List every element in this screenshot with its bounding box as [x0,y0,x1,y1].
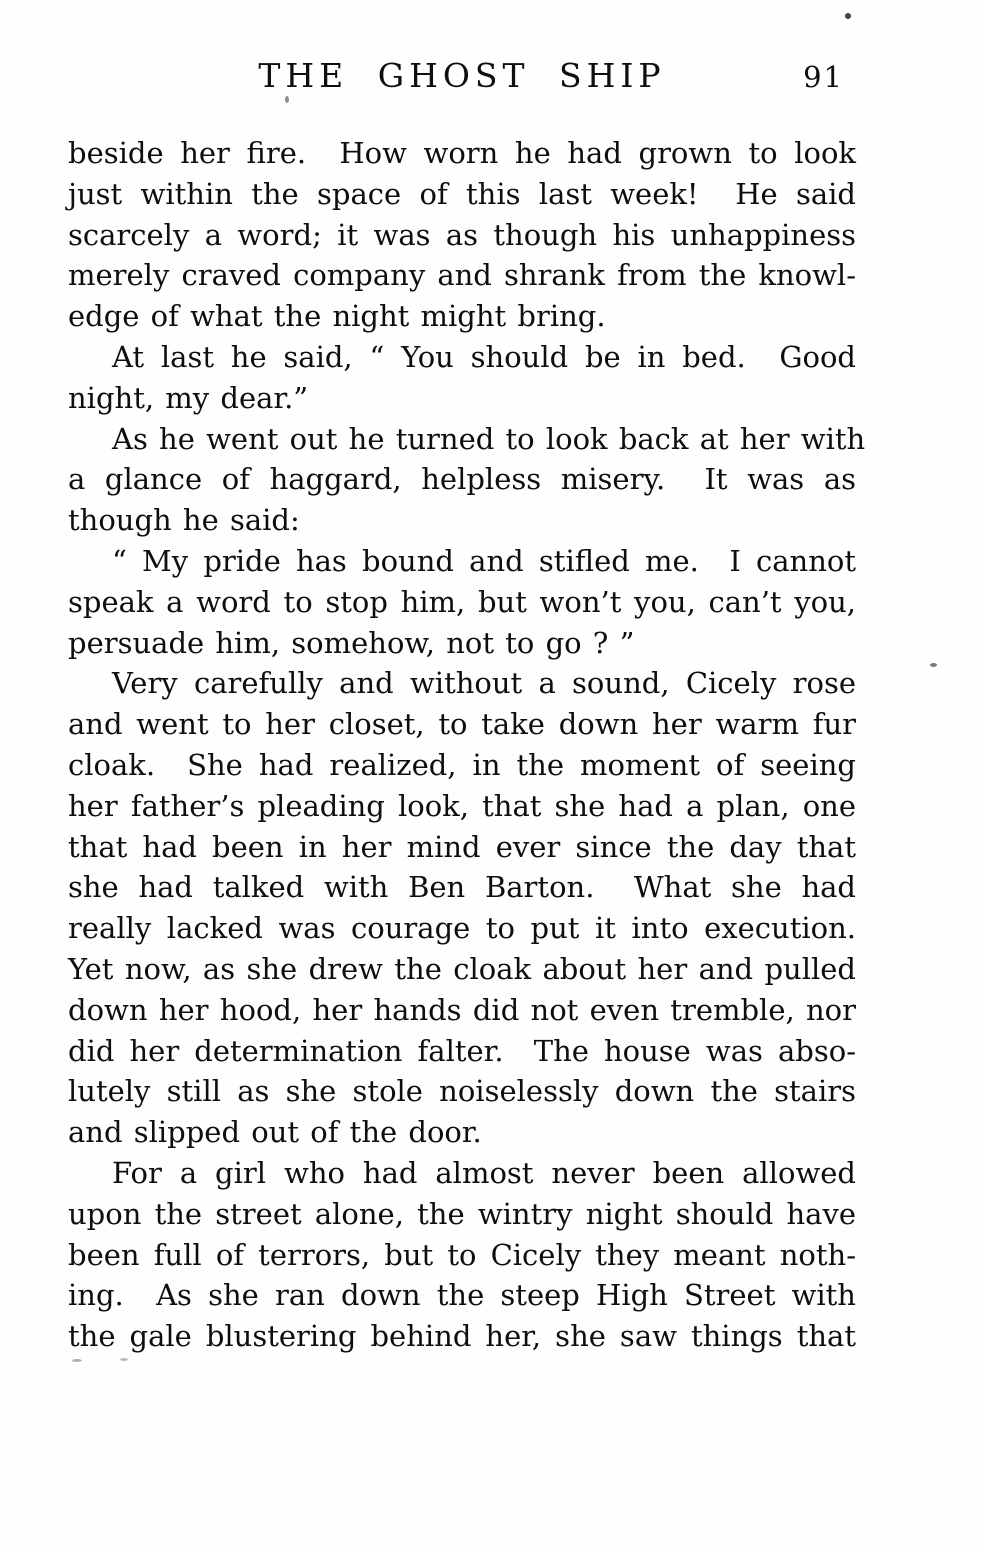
scan-speck [845,13,851,19]
text-body [68,133,866,1357]
scan-speck [72,1359,82,1362]
text-line: edge of what the night might bring. [68,299,606,334]
text-line: just within the space of this last week! He said [68,176,856,211]
text-line: Yet now, as she drew the cloak about her and pulled [68,951,856,986]
page-number: 91 [803,60,844,94]
text-line: that had been in her mind ever since the day that [68,829,856,864]
text-line: did her determination falter. The house was abso- [68,1033,856,1068]
text-line: night, my dear.” [68,380,309,415]
text-line: though he said: [68,503,300,538]
text-line: and slipped out of the door. [68,1115,482,1150]
text-line: beside her fire. How worn he had grown to look [68,136,856,170]
scan-speck [930,663,937,667]
text-line: lutely still as she stole noiselessly down the stairs [68,1074,856,1109]
text-line: and went to her closet, to take down her warm fur [68,707,856,742]
text-line: ing. As she ran down the steep High Street with [68,1278,856,1313]
text-line: the gale blustering behind her, she saw things that [68,1319,856,1354]
text-line: For a girl who had almost never been allowed [112,1155,856,1190]
text-line: merely craved company and shrank from the knowl- [68,258,856,293]
running-header [68,56,856,96]
text-line: Very carefully and without a sound, Cicely rose [112,666,856,701]
scan-speck [285,96,289,103]
text-line: been full of terrors, but to Cicely they meant noth- [68,1237,856,1272]
text-line: she had talked with Ben Barton. What she had [68,870,856,905]
text-line: scarcely a word; it was as though his unhappiness [68,217,856,252]
text-line: At last he said, “ You should be in bed. Good [112,339,856,374]
text-line: really lacked was courage to put it into execution. [68,911,856,946]
text-line: her father’s pleading look, that she had a plan, one [68,788,856,823]
text-line: “ My pride has bound and stifled me. I cannot [112,543,856,578]
text-line: persuade him, somehow, not to go ? ” [68,625,635,660]
text-line: As he went out he turned to look back at her with [112,421,866,456]
scan-speck [120,1358,128,1361]
running-title: THE GHOST SHIP [258,56,666,95]
text-line: down her hood, her hands did not even tremble, nor [68,992,856,1027]
text-line: cloak. She had realized, in the moment of seeing [68,747,856,782]
text-line: speak a word to stop him, but won’t you, can’t you, [68,584,856,619]
text-line: a glance of haggard, helpless misery. It was as [68,462,856,497]
text-line: upon the street alone, the wintry night should have [68,1196,856,1231]
